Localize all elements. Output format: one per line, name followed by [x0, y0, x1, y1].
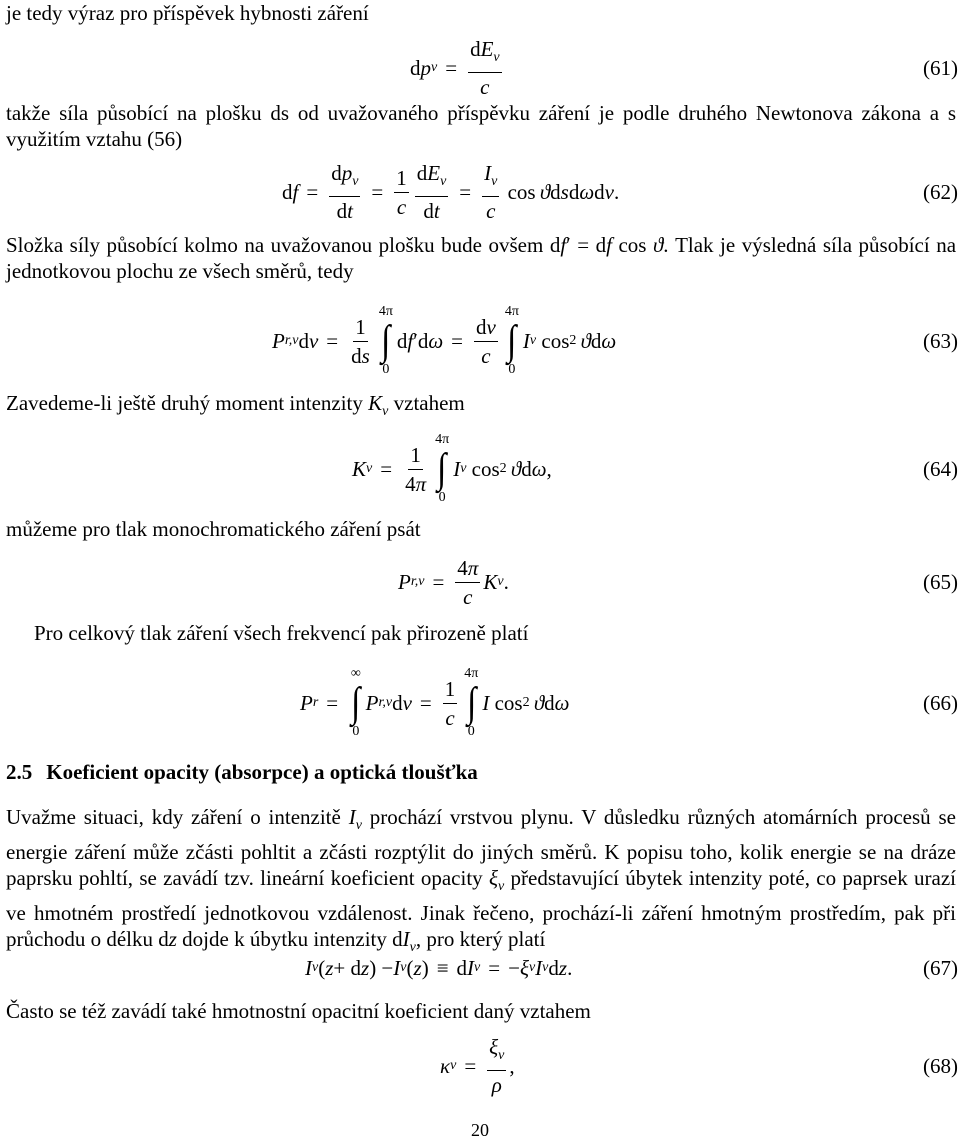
- equation-number: (65): [923, 569, 958, 594]
- equation-66: P r = ∞ ∫ 0 P r,ν d ν = $\frac{1}{c}$ 4π ∫ 0 I cos 2 ϑ d ω (66): [0, 664, 960, 742]
- paragraph-3: Složka síly působící kolmo na uvažovanou plošku bude ovšem df′ = df cos ϑ. Tlak je výsledná síla působící na jednotkovou plochu ze všech směrů, tedy: [6, 233, 957, 283]
- section-number: 2.5: [6, 760, 33, 784]
- equation-number: (68): [923, 1053, 958, 1078]
- section-heading: [6, 760, 478, 785]
- paragraph-4: Zavedeme-li ještě druhý moment intenzity $K_\nu$ vztahem: [6, 391, 465, 420]
- equation-number: (61): [923, 55, 958, 80]
- equation-68: κ ν = $\frac{\xi_\nu}{\rho}$ , (68): [440, 1034, 958, 1098]
- equation-number: (64): [923, 456, 958, 481]
- paragraph-1: je tedy výraz pro příspěvek hybnosti záření: [6, 1, 369, 25]
- section-title: Koeficient opacity (absorpce) a optická tloušťka: [46, 760, 478, 784]
- paragraph-6: Pro celkový tlak záření všech frekvencí pak přirozeně platí: [34, 621, 529, 645]
- paragraph-2: takže síla působící na plošku ds od uvažovaného příspěvku záření je podle druhého Newtonova zákona a s využitím vztahu (56): [6, 101, 956, 151]
- equation-63: P r,ν d ν = $\frac{1}{ds}$ 4π ∫ 0 d f ′d ω = $\frac{d\nu}{c}$ 4π ∫ 0 I ν cos 2 ϑ d ω (63): [0, 300, 960, 382]
- equation-61: d p ν = $\frac{dE_\nu}{c}$ (61): [410, 36, 958, 100]
- paragraph-8: Často se též zavádí také hmotnostní opacitní koeficient daný vztahem: [6, 999, 591, 1023]
- equation-67: I ν ( z + d z ) − I ν ( z ) ≡ d I ν = − ξ ν I ν d z . (67): [0, 940, 960, 996]
- paragraph-7: Uvažme situaci, kdy záření o intenzitě $I_\nu$ prochází vrstvou plynu. V důsledku různých atomárních procesů se energie záření může zčásti pohltit a zčásti rozptýlit do jiných směrů. K popisu toho, kolik energie se na dráze paprsku pohltí, se zavádí tzv. lineární koeficient opacity $\xi_\nu$ představující úbytek intenzity poté, co paprsek urazí ve hmotném prostředí jednotkovou vzdálenost. Jinak řečeno, prochází-li záření hmotným prostředím, pak při průchodu o délku dz dojde k úbytku intenzity $dI_\nu$, pro který platí: [6, 805, 956, 956]
- equation-64: K ν = $\frac{1}{4\pi}$ 4π ∫ 0 I ν cos 2 ϑ d ω , (64): [0, 428, 960, 510]
- equation-number: (63): [923, 328, 958, 353]
- paragraph-5: můžeme pro tlak monochromatického záření psát: [6, 517, 421, 541]
- equation-number: (62): [923, 179, 958, 204]
- page-number: 20: [471, 1120, 489, 1140]
- equation-65: P r,ν = $\frac{4\pi}{c}$ K ν . (65): [0, 552, 960, 612]
- equation-number: (67): [923, 955, 958, 980]
- equation-62: d f = $\frac{dp_\nu}{dt}$ = $\frac{1}{c}$ $\frac{dE_\nu}{dt}$ = $\frac{I_\nu}{c}$ cos ϑ d s d ω d ν . (62): [282, 160, 958, 224]
- equation-number: (66): [923, 690, 958, 715]
